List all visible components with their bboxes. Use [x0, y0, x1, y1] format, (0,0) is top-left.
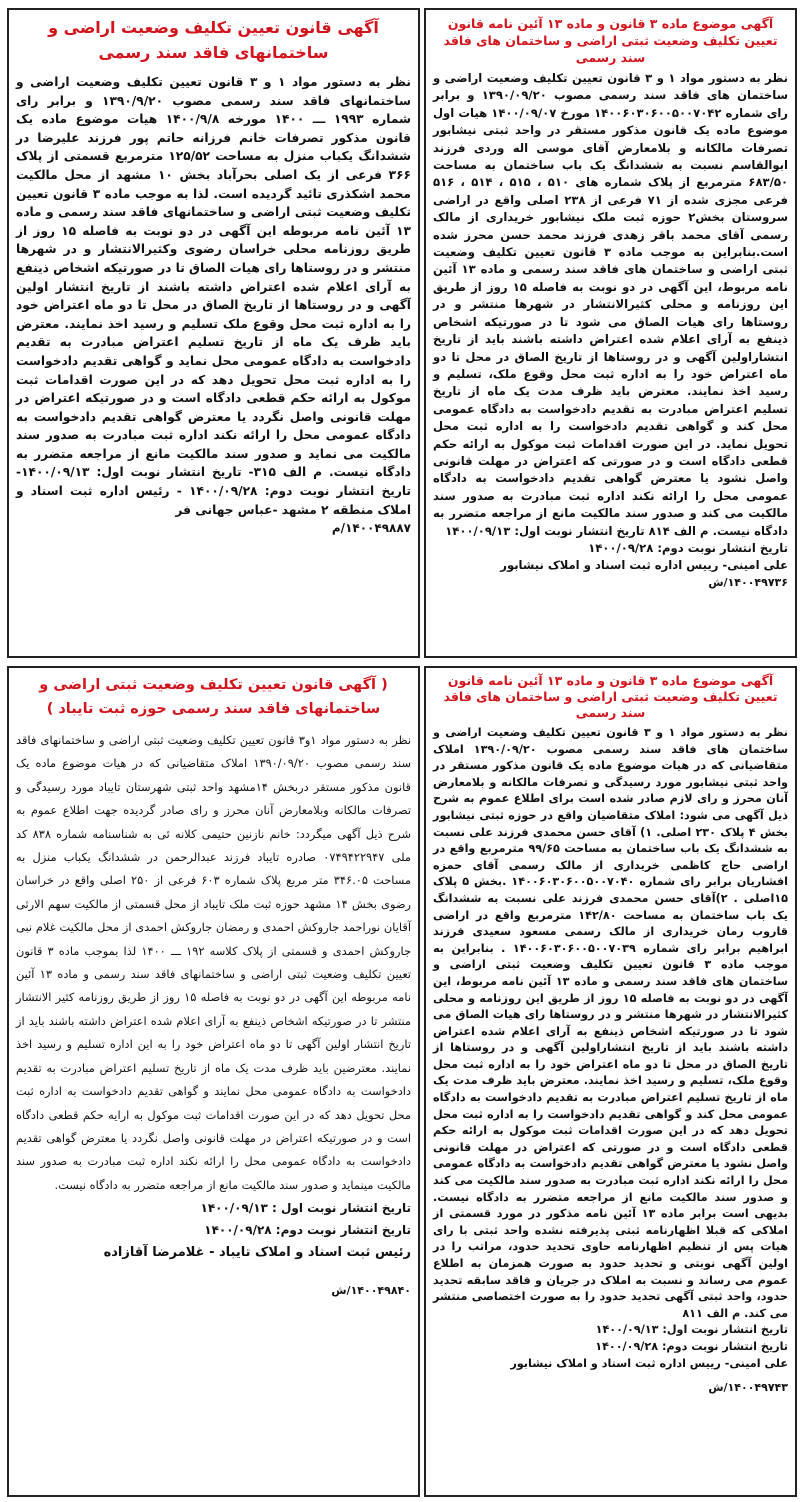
notice-title: ( آگهی قانون تعیین تکلیف وضعیت ثبتی اراضی و ساختمانهای فاقد سند رسمی حوزه ثبت تایباد ): [39, 677, 388, 717]
notice-title: آگهی موضوع ماده ۳ قانون و ماده ۱۳ آئین نامه قانون تعیین تکلیف وضعیت ثبتی اراضی و ساختمان های فاقد سند رسمی: [443, 673, 778, 720]
notice-code: ۱۴۰۰۴۹۸۸۷/م: [331, 521, 411, 536]
notice-mashhad-315: [7, 8, 420, 658]
notice-body: نظر به دستور مواد ۱ و ۳ قانون تعیین تکلیف وضعیت اراضی و ساختمان های فاقد سند رسمی مصوب ۱۳۹۰/۰۹/۲۰ املاک متقاضیانی که در هیات موضوع ماده یک قانون مذکور مستقر در واحد ثبتی نیشابور مورد رسیدگی و تصرفات مالکانه و بلامعارض آنان محرز و رای لازم صادر شده است برای اطلاع عموم به شرح ذیل آگهی می شود: املاک متقاضیان واقع در حوزه ثبتی نیشابور بخش ۴ پلاک ۲۳۰ اصلی. ۱) آقای حسن محمدی فرزند علی نسبت به ششدانگ یک باب ساختمان به مساحت ۹۹/۶۵ مترمربع واقع در اراضی حاج کاظمی خریداری از مالک رسمی آقای حمزه افشاریان برابر رای شماره ۱۴۰۰۶۰۳۰۶۰۰۵۰۰۷۰۴۰ .بخش ۵ پلاک ۱۵اصلی . ۲)آقای حسن محمدی فرزند علی نسبت به ششدانگ یک باب ساختمان به مساحت ۱۴۲/۸۰ مترمربع واقع در اراضی قاروب رمان خریداری از مالک رسمی مسعود سعیدی فرزند ابراهیم برابر رای شماره ۱۴۰۰۶۰۳۰۶۰۰۵۰۰۷۰۳۹ . بنابراین به موجب ماده ۳ قانون تعیین تکلیف وضعیت ثبتی اراضی و ساختمان های فاقد سند رسمی و ماده ۱۳ آئین نامه مربوط، این آگهی در دو نوبت به فاصله ۱۵ روز از طریق این روزنامه و محلی کثیرالانتشار در شهرها منتشر و در روستاها رای هیات الصاق می شود تا در صورتیکه اشخاص ذینفع به آرای اعلام شده اعتراض داشته باشند باید از تاریخ انتشاراولین آگهی و در روستاها از تاریخ الصاق در محل تا دو ماه اعتراض خود را به اداره ثبت محل وقوع ملک، تسلیم و رسید اخذ نمایند. معترض باید ظرف مدت یک ماه از تاریخ تسلیم اعتراض مبادرت به تقدیم دادخواست به دادگاه عمومی محل کند و گواهی تقدیم دادخواست را به اداره ثبت محل تحویل دهد که در این صورت اقدامات ثبت موکول به ارائه حکم قطعی دادگاه است و در صورتی که اعتراض در مهلت قانونی واصل نشود یا معترض گواهی تقدیم دادخواست به دادگاه عمومی محل را ارائه نکند اداره ثبت مبادرت به صدور سند مالکیت می کند و صدور سند مالکیت مانع از مراجعه متضرر به دادگاه نیست. بدیهی است برابر ماده ۱۳ آئین نامه مذکور در مورد قسمتی از املاکی که قبلا اظهارنامه ثبتی پذیرفته نشده واحد ثبتی با رای هیات پس از تنظیم اظهارنامه حاوی تحدید حدود، مراتب را در اولین آگهی نوبتی و تحدید حدود به صورت همزمان به اطلاع عموم می رساند و نسبت به املاک در جریان و فاقد سابقه تحدید حدود، واحد ثبتی آگهی تحدید حدود را به صورت اختصاصی منتشر می کند. م الف ۸۱۱: [433, 726, 789, 1320]
notice-signature: رئیس ثبت اسناد و املاک تایباد - غلامرضا آقازاده: [103, 1245, 411, 1261]
notice-code: ۱۴۰۰۴۹۷۳۶/ش: [708, 575, 788, 589]
notice-code: ۱۴۰۰۴۹۸۴۰/ش: [331, 1284, 411, 1298]
notice-nishabur-811: [424, 666, 797, 1497]
publish-date-second: تاریخ انتشار نوبت دوم: ۱۴۰۰/۰۹/۲۸: [588, 540, 788, 555]
notice-body: نظر به دستور مواد ۱ و ۳ قانون تعیین تکلیف وضعیت اراضی و ساختمانهای فاقد سند رسمی مصوب ۱۳۹۰/۹/۲۰ و برابر رای شماره ۱۹۹۳ ـــ ۱۴۰۰ مورخه ۱۴۰۰/۹/۸ هیات موضوع ماده یک قانون مذکور تصرفات خانم فرزانه حاتم پور فرزند علیرضا در ششدانگ یکباب منزل به مساحت ۱۲۵/۵۲ مترمربع قسمتی از پلاک ۳۶۶ فرعی از یک اصلی بحرآباد بخش ۱۰ مشهد از محل مالکیت محمد اشکذری تائید گردیده است. لذا به موجب ماده ۳ قانون تعیین تکلیف وضعیت ثبتی اراضی و ساختمانهای فاقد سند رسمی و ماده ۱۳ آئین نامه مربوطه این آگهی در دو نوبت به فاصله ۱۵ روز از طریق روزنامه محلی خراسان رضوی وکثیرالانتشار و در شهرها منتشر و در روستاها رای هیات الصاق تا در صورتیکه اشخاص ذینفع به آرای اعلام شده اعتراض داشته باشند از تاریخ انتشار اولین آگهی و در روستاها از تاریخ الصاق در محل تا دو ماه اعتراض خود را به اداره ثبت محل وقوع ملک تسلیم و رسید اخذ نمایند. معترض باید ظرف یک ماه از تاریخ تسلیم اعتراض مبادرت به تقدیم دادخواست به دادگاه عمومی محل نماید و گواهی تقدیم دادخواست را به اداره ثبت محل تحویل دهد که در این صورت اقدامات ثبت موکول به ارائه حکم قطعی دادگاه است و در صورتیکه اعتراض در مهلت قانونی واصل نگردد یا معترض گواهی تقدیم دادخواست به دادگاه عمومی محل را ارائه نکند اداره ثبت مبادرت به صدور سند مالکیت می نماید و صدور سند مالکیت مانع از مراجعه متضرر به دادگاه نیست. م الف ۳۱۵- تاریخ انتشار نوبت اول: ۱۴۰۰/۰۹/۱۳- تاریخ انتشار نوبت دوم: ۱۴۰۰/۰۹/۲۸ - رئیس اداره ثبت اسناد و املاک منطقه ۲ مشهد -عباس جهانی فر: [16, 75, 412, 517]
notice-code: ۱۴۰۰۴۹۷۴۳/ش: [708, 1381, 788, 1395]
notice-title: آگهی موضوع ماده ۳ قانون و ماده ۱۳ آئین نامه قانون تعیین تکلیف وضعیت ثبتی اراضی و ساختمان های فاقد سند رسمی: [443, 16, 778, 65]
publish-date-first: تاریخ انتشار نوبت اول: ۱۴۰۰/۰۹/۱۳: [595, 1323, 788, 1337]
notice-signature: علی امینی- رییس اداره ثبت اسناد و املاک نیشابور: [510, 1356, 788, 1370]
notice-signature: علی امینی- رییس اداره ثبت اسناد و املاک نیشابور: [500, 558, 788, 573]
notice-nishabur-814: [424, 8, 797, 658]
notice-body: نظر به دستور مواد ۱و۳ قانون تعیین تکلیف وضعیت ثبتی اراضی و ساختمانهای فاقد سند رسمی مصوب ۱۳۹۰/۰۹/۲۰ املاک متقاضیانی که در هیات موضوع ماده یک قانون مذکور مستقر دربخش ۱۴مشهد واحد ثبتی شهرستان تایباد مورد رسیدگی و تصرفات مالکانه وبلامعارض آنان محرز و رای صادر گردیده جهت اطلاع عموم به شرح ذیل آگهی میگردد: خانم نازنین حتیمی کلانه ئی به شناسنامه شماره ۸۳۸ کد ملی ۰۷۴۹۴۲۲۹۴۷ صادره تایباد فرزند عبدالرحمن در ششدانگ یکباب منزل به مساحت ۳۴۶.۰۵ متر مربع پلاک شماره ۶۰۳ فرعی از ۲۵۰ اصلی واقع در خراسان رضوی بخش ۱۴ مشهد حوزه ثبت ملک تایباد از محل قسمتی از مالکیت سهم الارثی آقایان نوراحمد جاروکش احمدی و رمضان جاروکش احمدی از محل مالکیت غلام نبی جاروکش احمدی و قسمتی از پلاک کلاسه ۱۹۲ ـــ ۱۴۰۰ لذا بموجب ماده ۳ قانون تعیین تکلیف وضعیت ثبتی اراضی و ساختمانهای فاقد سند رسمی و ماده ۱۳ آئین نامه مربوطه این آگهی در دو نوبت به فاصله ۱۵ روز از طریق روزنامه کثیر الانتشار منتشر تا در صورتیکه اشخاص ذینفع به آرای اعلام شده اعتراض داشته باشند باید از تاریخ انتشار اولین آگهی تا دو ماه اعتراض خود را به این اداره تسلیم و رسید اخذ نمایند. معترضین باید ظرف مدت یک ماه از تاریخ تسلیم اعتراض مبادرت به تقدیم دادخواست به دادگاه عمومی محل نمایند و گواهی تقدیم دادخواست به اداره ثبت محل تحویل دهد که در این صورت اقدامات ثبت موکول به ارایه حکم قطعی دادگاه است و در صورتیکه اعتراض در مهلت قانونی واصل نگردد یا معترض گواهی تقدیم دادخواست به دادگاه عمومی محل را ارائه نکند اداره ثبت مبادرت به صدور سند مالکیت مینماید و صدور سند مالکیت مانع از مراجعه متضرر به دادگاه نیست.: [16, 733, 412, 1192]
publish-date-second: تاریخ انتشار نوبت دوم: ۱۴۰۰/۰۹/۲۸: [204, 1223, 411, 1238]
notice-body: نظر به دستور مواد ۱ و ۳ قانون تعیین تکلیف وضعیت اراضی و ساختمان های فاقد سند رسمی مصوب ۱۳۹۰/۰۹/۲۰ و برابر رای شماره ۱۴۰۰۶۰۳۰۶۰۰۵۰۰۷۰۴۲ مورخ ۱۴۰۰/۰۹/۰۷ هیات اول موضوع ماده یک قانون مذکور مستقر در واحد ثبتی نیشابور تصرفات مالکانه و بلامعارض آقای موسی اله وردی فرزند ابوالقاسم نسبت به ششدانگ یک باب ساختمان به مساحت ۶۸۳/۵۰ مترمربع از پلاک شماره های ۵۱۰ ، ۵۱۵ ، ۵۱۴ ، ۵۱۶ فرعی مجزی شده از ۷۱ فرعی از ۲۳۸ اصلی واقع در اراضی سروستان بخش۲ حوزه ثبت ملک نیشابور خریداری از مالک رسمی آقای محمد باقر زهدی فرزند محمد حسن محرز شده است.بنابراین به موجب ماده ۳ قانون تعیین تکلیف وضعیت ثبتی اراضی و ساختمان های فاقد سند رسمی و ماده ۱۳ آئین نامه مربوط، این آگهی در دو نوبت به فاصله ۱۵ روز از طریق این روزنامه و محلی کثیرالانتشار در شهرها منتشر و در روستاها رای هیات الصاق می شود تا در صورتیکه اشخاص ذینفع به آرای اعلام شده اعتراض داشته باشند باید از تاریخ انتشاراولین آگهی و در روستاها از تاریخ الصاق در محل تا دو ماه اعتراض خود را به اداره ثبت محل وقوع ملک، تسلیم و رسید اخذ نمایند. معترض باید ظرف مدت یک ماه از تاریخ تسلیم اعتراض مبادرت به تقدیم دادخواست به دادگاه عمومی محل کند و گواهی تقدیم دادخواست را به اداره ثبت محل تحویل نماید. در این صورت اقدامات ثبت موکول به ارائه حکم قطعی دادگاه است و در صورتی که اعتراض در مهلت قانونی واصل نشود یا معترض گواهی تقدیم دادخواست به دادگاه عمومی محل را ارائه نکند اداره ثبت مبادرت به صدور سند مالکیت می کند و صدور سند مالکیت مانع از مراجعه متضرر به دادگاه نیست. م الف ۸۱۴ تاریخ انتشار نوبت اول: ۱۴۰۰/۰۹/۱۳: [433, 71, 789, 538]
notice-title: آگهی قانون تعیین تکلیف وضعیت اراضی و ساختمانهای فاقد سند رسمی: [48, 18, 379, 62]
notice-taybad: [7, 666, 420, 1497]
publish-date-first: تاریخ انتشار نوبت اول : ۱۴۰۰/۰۹/۱۳: [200, 1201, 411, 1216]
publish-date-second: تاریخ انتشار نوبت دوم: ۱۴۰۰/۰۹/۲۸: [595, 1339, 788, 1353]
